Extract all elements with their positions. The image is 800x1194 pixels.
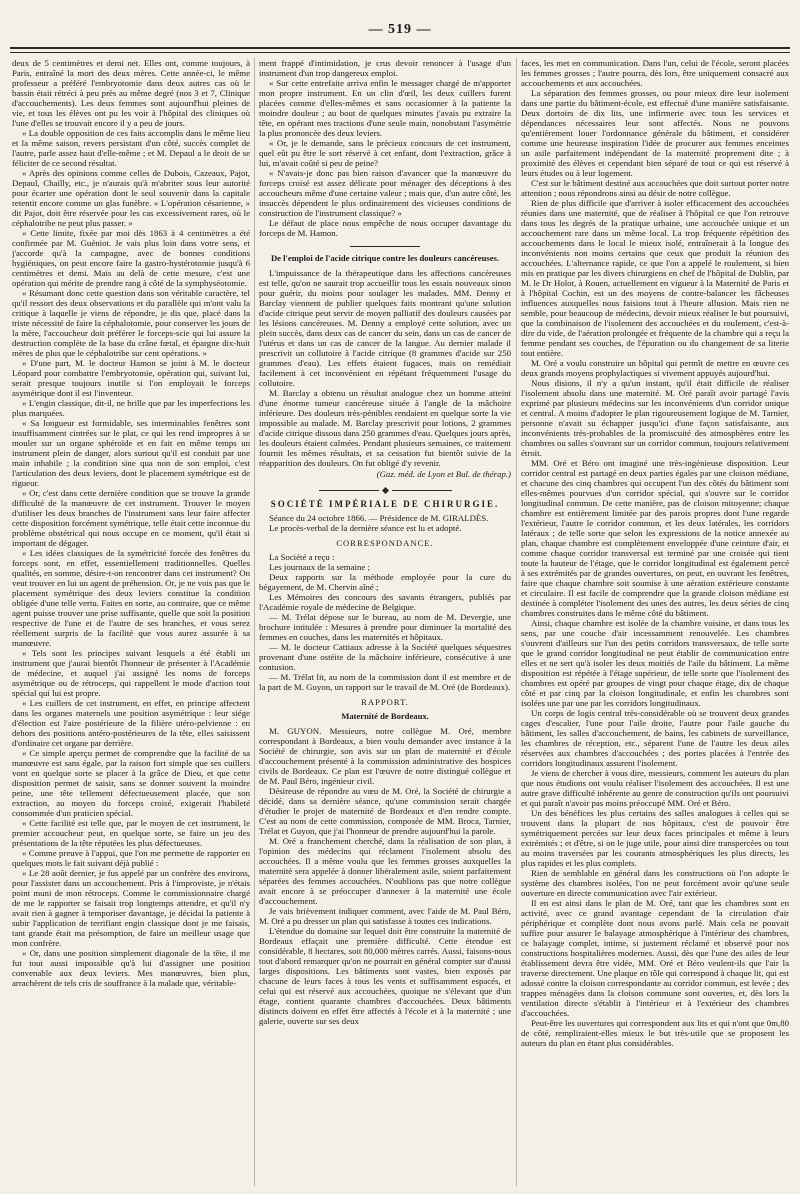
paragraph: « D'une part, M. le docteur Hamon se joint à M. le docteur Léopard pour combattre l'embryotomie, opération qui, suivant lui, serait presque toujours inutile si l'on employait le forceps asymétrique dont il est l'inventeur. <box>12 358 250 398</box>
paragraph-continued: faces, les met en communication. Dans l'un, celui de l'école, seront placées les femmes grosses ; l'autre pourra, dès lors, être uniquement consacré aux accouchements et aux accouchées. <box>521 58 789 88</box>
paragraph: « Le 28 août dernier, je fus appelé par un confrère des environs, pour l'assister dans un accouchement. Pris à l'improviste, je n'étais point muni de mon rétroceps. Comme le commissionnaire chargé de me le rapporter se faisait trop longtemps attendre, et qu'il n'y avait rien à gagner à temporiser davantage, je décidai la patiente à subir l'application de terrifiant engin classique dont je me faisais, tant grande était ma présomption, de faire un meilleur usage que mon confrère. <box>12 868 250 948</box>
column-1 <box>12 58 250 1186</box>
page-number: — 519 — <box>368 22 432 37</box>
paragraph: « Or, c'est dans cette dernière condition que se trouve la grande difficulté de la manœuvre de cet instrument. Trouver le moyen d'utiliser les deux branches de l'instrument sans leur faire affecter cette disposition forcément symétrique, telle était cette inconnue du problème obstétrical qui nous occupe en ce moment, qu'il était si important de dégager. <box>12 488 250 548</box>
paragraph: Un corps de logis central très-considérable où se trouvent deux grandes cages d'escalier, l'une pour l'aile droite, l'autre pour l'aile gauche du bâtiment, les salles d'accouchement, de bains, les cabinets de surveillance, les chambres de réception, etc., séparent l'une de l'autre les deux ailes réservées aux chambres d'accouchées ; des portes placées à l'entrée des corridors longitudinaux assurent l'isolement. <box>521 708 789 768</box>
column-3 <box>521 58 789 1186</box>
list-line: Deux rapports sur la méthode employée pour la cure du bégayement, de M. Chervin aîné ; <box>259 572 511 592</box>
section-title: De l'emploi de l'acide citrique contre les douleurs cancéreuses. <box>270 253 500 263</box>
paragraph: « Les idées classiques de la symétricité forcée des fenêtres du forceps sont, en effet, essentiellement traditionnelles. Quelles qualités, en somme, désire-t-on rencontrer dans cet instrument? On veut trouver en lui un agent de préhension. Or, je ne vois pas que le placement symétrique des deux leviers constitue la condition obligée d'une telle vertu. Faites en sorte, au contraire, que ce même agent puisse trouver une prise suffisante, quelle que soit la position respective de l'une et de l'autre de ses branches, et vous serez réellement surpris de la facilité que vous aurez assurée à sa manœuvre. <box>12 548 250 648</box>
paragraph: MM. Oré et Béro ont imaginé une très-ingénieuse disposition. Leur corridor central est partagé en deux parties égales par une cloison médiane, et chacune des cinq chambres qui occupent l'un des côtés du bâtiment sont elles-mêmes pourvues d'un corridor spécial, qui s'ouvre sur le corridor longitudinal commun. De cette manière, pas de cloison mitoyenne; chaque chambre est entièrement limitée par des parois propres dont l'une regarde l'extérieur, l'autre le corridor commun, et les deux latérales, les corridors latéraux ; de telle sorte que selon les expressions de la notice annexée au plan, chaque chambre est complètement enveloppée d'une ceinture d'air, et comme chaque corridor transversal est terminé par une croisée qui tient toute la hauteur de l'étage, que le corridor longitudinal est également percé à ses extrémités par de grandes ouvertures, on peut, en ouvrant les fenêtres, faire que chaque chambre soit soumise à une aération extérieure constante et circulaire. Il est facile de comprendre que la grande cloison médiane est destinée à compléter l'isolement des unes des autres, les deux séries de cinq chambres construites dans le même côté du bâtiment. <box>521 458 789 618</box>
paragraph: Peut-être les ouvertures qui correspondent aux lits et qui n'ont que 0m,80 de côté, rempliraient-elles mieux le but très-utile que se proposent les auteurs du plan en étant plus considérables. <box>521 1018 789 1048</box>
paragraph: « Résumant donc cette question dans son véritable caractère, tel qu'il ressort des deux observations et du parallèle qui m'ont valu la critique à laquelle je viens de répondre, je dis que, placé dans la triste nécessité de faire la céphalotomie, pour conserver les jours de la mère, l'accoucheur doit préférer le forceps-scie qui lui assure la destruction complète de la base du crâne fœtal, et épargne dix-huit mères de plus que le céphalotribe sur cent opérations. » <box>12 288 250 358</box>
paragraph: « Comme preuve à l'appui, que l'on me permette de rapporter en quelques mots le fait suivant déjà publié : <box>12 848 250 868</box>
paragraph: « Les cuillers de cet instrument, en effet, en principe affectent dans les organes maternels une position asymétrique : leur siége d'élection est l'aire postérieure de la filière utéro-pelvienne : en dehors des positions antéro-postérieures de la tête, elles saisissent d'ordinaire cet organe par derrière. <box>12 698 250 748</box>
list-line: La Société a reçu : <box>269 552 335 562</box>
section-separator <box>350 246 420 247</box>
paragraph: La séparation des femmes grosses, ou pour mieux dire leur isolement dans une partie du bâtiment-école, est effectué d'une manière satisfaisante. Deux dortoirs de dix lits, une infirmerie avec tous les services et dépendances nécessaires leur sont affectés. Nous ne pouvons qu'entièrement louer l'ordonnance générale du bâtiment, et considérer comme une heureuse inspiration l'idée de procurer aux femmes enceintes un asile parfaitement indépendant de la maternité proprement dite ; à proximité des élèves et cependant bien séparé de tout ce qui est réservé à leurs études ou à leur logement. <box>521 88 789 178</box>
column-divider <box>254 58 255 1186</box>
paragraph: Séance du 24 octobre 1866. — Présidence de M. GIRALDÈS. <box>269 513 489 523</box>
paragraph: « L'engin classique, dit-il, ne brille que par les imperfections les plus marquées. <box>12 398 250 418</box>
header-rule-thin <box>10 52 790 53</box>
paragraph: M. Oré a voulu construire un hôpital qui permît de mettre en œuvre ces deux grands moyens prophylactiques si vivement appuyés aujourd'hui. <box>521 358 789 378</box>
list-line: — M. Trélat lit, au nom de la commission dont il est membre et de la part de M. Guyon, un rapport sur le travail de M. Oré (de Bordeaux). <box>259 672 511 692</box>
paragraph: C'est sur le bâtiment destiné aux accouchées que doit surtout porter notre attention ; nous répondrons ainsi au désir de notre collègue. <box>521 178 789 198</box>
source-citation: (Gaz. méd. de Lyon et Bul. de thérap.) <box>376 469 511 479</box>
paragraph: « La double opposition de ces faits accomplis dans le même lieu et la même saison, revers persistant d'un côté, succès complet de l'autre, parle assez haut d'elle-même ; et M. Depaul a le droit de se féliciter de ce second résultat. <box>12 128 250 168</box>
list-line: — M. le docteur Cattiaux adresse à la Société quelques séquestres provenant d'une ostéite de la mâchoire inférieure, consécutive à une contusion. <box>259 642 511 672</box>
paragraph: « Or, je le demande, sans le précieux concours de cet instrument, quel eût pu être le sort réservé à cet enfant, dont l'extraction, grâce à lui, m'avait coûté si peu de peine? <box>259 138 511 168</box>
paragraph: Je viens de chercher à vous dire, messieurs, comment les auteurs du plan que nous étudions ont voulu réaliser l'isolement des accouchées. Il est une autre grave difficulté inhérente au genre de construction qu'ils ont poursuivi et qui paraît n'avoir pas moins préoccupé MM. Oré et Béro. <box>521 768 789 808</box>
ornament-separator <box>259 488 511 493</box>
paragraph: « Après des opinions comme celles de Dubois, Cazeaux, Pajot, Depaul, Chailly, etc., je n'aurais qu'à m'abriter sous leur autorité pour écarter une opération dont le seul souvenir dans la capitale retentit encore comme un glas funèbre. « L'opération césarienne, » dit Pajot, doit être réservée pour les cas excessivement rares, où le céphalotribe ne peut plus passer. » <box>12 168 250 228</box>
paragraph: M. Barclay a obtenu un résultat analogue chez un homme atteint d'une énorme tumeur cancéreuse située à l'angle de la mâchoire inférieure. Des douleurs très-pénibles rendaient en quelque sorte la vie impossible au malade. M. Barclay prescrivit pour lotions, 2 grammes d'acide citrique dissous dans 250 grammes d'eau. Quelques jours après, les douleurs étaient calmées. Pendant plusieurs semaines, ce traitement fournit les mêmes résultats, et sa cessation fut bientôt suivie de la réapparition des douleurs. On fut obligé d'y revenir. <box>259 388 511 468</box>
paragraph: « Sur cette entrefaite arriva enfin le messager chargé de m'apporter mon propre instrument. En un clin d'œil, les deux cuillers furent placées comme d'elles-mêmes et sans occasionner à la patiente la moindre douleur ; au bout de quelques minutes j'avais pu extraire la tête, en opérant mes tractions d'une seule main, nonobstant l'asymétrie la plus prononcée des deux leviers. <box>259 78 511 138</box>
paragraph: « Cette facilité est telle que, par le moyen de cet instrument, le premier accoucheur peut, en quelque sorte, se faire un jeu des présentations de la tête réputées les plus défectueuses. <box>12 818 250 848</box>
paragraph: M. GUYON. Messieurs, notre collègue M. Oré, membre correspondant à Bordeaux, a bien voulu demander avec instance à la Société de chirurgie, son avis sur un plan de maternité et d'école d'accouchement présenté à la commission administrative des hospices civils de Bordeaux. Ce plan est l'œuvre de notre distingué collègue et de M. Paul Béro, ingénieur civil. <box>259 726 511 786</box>
section-title: Maternité de Bordeaux. <box>341 711 429 721</box>
paragraph: « Tels sont les principes suivant lesquels a été établi un instrument que j'aurai bientôt l'honneur de présenter à l'Académie de médecine, et auquel j'ai assigné les noms de forceps asymétrique ou de rétroceps, qui rappellent le mode d'action tout spécial qui lui est propre. <box>12 648 250 698</box>
ornament-line <box>319 490 379 491</box>
paragraph: Il en est ainsi dans le plan de M. Oré, tant que les chambres sont en activité, avec ce grand avantage cependant de la circulation d'air périphérique et complète dont nous avons parlé. Mais cela ne pouvait suffire pour assurer le balayage atmosphérique à l'intérieur des chambres, ce balayage complet, intime, si justement réclamé et observé pour nos constructions hospitalières modernes. Aussi, dès que l'une des ailes de leur établissement devra être vidée, MM. Oré et Béro veulent-ils que l'air la traverse directement. Une plaque en tôle qui correspond à chaque lit, qui est adossé contre la cloison correspondante au corridor commun, est levée ; des trappes ménagées dans la cloison commune sont ouvertes, et, dès lors la ventilation directe s'établit à l'intérieur et à l'extérieur des chambres d'accouchées. <box>521 898 789 1018</box>
subsection-heading: CORRESPONDANCE. <box>336 538 434 548</box>
list-line: Les Mémoires des concours des savants étrangers, publiés par l'Académie royale de médecine de Belgique. <box>259 592 511 612</box>
diamond-ornament-icon <box>381 487 388 494</box>
paragraph: « Sa longueur est formidable, ses interminables fenêtres sont insuffisamment cintrées sur le plat, ce qui les rend impropres à se mouler sur un organe sphéroïde et en fait en même temps un instrument plein de danger, alors surtout qu'il est conduit par une main inhabile ; la condition sine qua non de son emploi, c'est l'articulation des deux leviers, dont le placement symétrique est de rigueur. <box>12 418 250 488</box>
paragraph: Désireuse de répondre au vœu de M. Oré, la Société de chirurgie a décidé, dans sa dernière séance, qu'une commission serait chargée d'étudier le projet de maternité de Bordeaux et d'en rendre compte. C'est au nom de cette commission, composée de MM. Broca, Tarnier, Trélat et Guyon, que j'ai l'honneur de prendre aujourd'hui la parole. <box>259 786 511 836</box>
subsection-heading: RAPPORT. <box>361 697 409 707</box>
list-line: Les journaux de la semaine ; <box>269 562 370 572</box>
paragraph: « N'avais-je donc pas bien raison d'avancer que la manœuvre du forceps croisé est assez délicate pour ménager des déceptions à des accoucheurs même d'une certaine valeur ; mais que, d'un autre côté, les insuccès dépendent le plus ordinairement des vicieuses conditions de construction de l'instrument classique? » <box>259 168 511 218</box>
column-2 <box>259 58 511 1186</box>
paragraph: Le procès-verbal de la dernière séance est lu et adopté. <box>269 523 462 533</box>
paragraph: Un des bénéfices les plus certains des salles analogues à celles qui se trouvent dans la plupart de nos hôpitaux, c'est de pouvoir être symétriquement percées sur leur deux faces principales et même à leurs extrémités ; et d'être, si on le juge utile, pour ainsi dire transpercées ou tout au moins traversées par les courants atmosphériques les plus directs, les plus rapides et les plus complets. <box>521 808 789 868</box>
paragraph: L'étendue du domaine sur lequel doit être construite la maternité de Bordeaux effaçait une première difficulté. Cette étendue est considérable, 8 hectares, soit 80,000 mètres carrés. Aussi, faisons-nous tout d'abord remarquer qu'on ne pourrait en général compter sur d'aussi larges dispositions. Les bâtiments sont vastes, bien exposés par chacune de leurs faces à tous les vents et suffisamment espacés, et celui qui est réservé aux accouchées, quoique ne s'élevant que d'un étage, contient quarante chambres d'accouchées. Deux bâtiments distincts doivent en effet être affectés à l'école et à la maternité ; une galerie, ouverte sur ses deux <box>259 926 511 1026</box>
header-rule-thick <box>10 47 790 49</box>
paragraph: « Ce simple aperçu permet de comprendre que la facilité de sa manœuvre est sans égale, par la raison fort simple que ses cuillers vont en quelque sorte se placer à la grâce de Dieu, et que cette disposition permet de saisir, sans se donner souvent la moindre peine, une tête tellement défectueusement placée, que son extraction, au moyen du forceps croisé, exigerait l'habileté consommée d'un praticien spécial. <box>12 748 250 818</box>
paragraph: « Or, dans une position simplement diagonale de la tête, il me fut tout aussi impossible qu'à lui d'assigner une position convenable aux deux leviers. Mes manœuvres, bien plus, arrachèrent de tels cris de souffrance à la malade que, véritable- <box>12 948 250 988</box>
paragraph: M. Oré a franchement cherché, dans la réalisation de son plan, à l'opinion des médecins qui réclament l'isolement absolu des accouchées. Il a même voulu que les femmes grosses auxquelles la maternité sera appelée à donner libéralement asile, soient parfaitement séparées des femmes accouchées. N'oublions pas que notre collègue avait encore à se préoccuper d'annexer à la maternité une école d'accouchement. <box>259 836 511 906</box>
paragraph: Nous disions, il n'y a qu'un instant, qu'il était difficile de réaliser l'isolement absolu dans une maternité. M. Oré paraît avoir partagé l'avis exprimé par plusieurs médecins sur les inconvénients d'un corridor unique et central. A moins d'adopter le plan rigoureusement logique de M. Tarnier, personne n'avait su échapper jusqu'ici d'une façon satisfaisante, aux inconvénients très-probables de la promiscuité des atmosphères entre les chambres ou salles s'ouvrant sur un corridor commun, toujours relativement étroit. <box>521 378 789 458</box>
society-heading: SOCIÉTÉ IMPÉRIALE DE CHIRURGIE. <box>270 499 500 509</box>
column-divider <box>516 58 517 1186</box>
paragraph-continued: ment frappé d'intimidation, je crus devoir renoncer à l'usage d'un instrument d'un trop dangereux emploi. <box>259 58 511 78</box>
paragraph-continued: deux de 5 centimètres et demi net. Elles ont, comme toujours, à Paris, entraîné la mort des deux mères. Cette année-ci, le même professeur a préféré l'embryotomie dans deux autres cas où le bassin était rétréci à peu près au même degré (nos 3 et 7, Clinique d'accouchements). Les deux femmes sont aujourd'hui pleines de vie, et tous les élèves ont pu les voir à l'hôpital des cliniques où l'une d'elles se trouvait encore il y a peu de jours. <box>12 58 250 128</box>
paragraph: Le défaut de place nous empêche de nous occuper davantage du forceps de M. Hamon. <box>259 218 511 238</box>
ornament-line <box>392 490 452 491</box>
list-line: — M. Trélat dépose sur le bureau, au nom de M. Devergie, une brochure intitulée : Mesures à prendre pour diminuer la mortalité des femmes en couches, dans les maternités et hôpitaux. <box>259 612 511 642</box>
paragraph: Rien de plus difficile que d'arriver à isoler efficacement des accouchées réunies dans une maternité, que de réaliser à l'hôpital ce que l'on retrouve dans tous les degrés de la pratique urbaine, une accouchée unique et un accouchement rare dans un même local. La trop fréquente répétition des accouchements dans le local le mieux isolé, entraînerait à la longue des inconvénients non moins certains que ceux que produit la réunion des accouchées. L'alternance rapide, ce que l'on a appelé le roulement, si bien mis en pratique par les divers chirurgiens en chef de l'hôpital de Dublin, par M. le Dr Holot, à Rouen, actuellement en vigueur à la Maternité de Paris et à l'hôpital Cochin, est un des moyens de contre-balancer les fâcheuses influences auxquelles nous faisions tout à l'heure allusion. Mais rien ne semble, pour beaucoup de médecins, devoir mieux réaliser le but poursuivi, que la combinaison de l'isolement des accouchées et du roulement, c'est-à-dire du vide, de l'aération prolongée et fréquente de la chambre qui a reçu la femme pendant ses couches, de l'épuration ou du changement de sa literie tout entière. <box>521 198 789 358</box>
paragraph: Je vais brièvement indiquer comment, avec l'aide de M. Paul Béro, M. Oré a pu dresser un plan qui satisfasse à toutes ces indications. <box>259 906 511 926</box>
paragraph: Ainsi, chaque chambre est isolée de la chambre voisine, et dans tous les sens, par une couche d'air incessamment renouvelée. Les chambres s'ouvrent d'ailleurs sur l'un des petits corridors transversaux, de telle sorte que le grand corridor longitudinal ne peut établir de communication entre elles et ne sert qu'à isoler les deux moitiés de l'aile du bâtiment. La même disposition est répétée à l'étage supérieur, de telle sorte que l'isolement des chambres est opéré par groupes de vingt pour chaque étage, dix de chaque côté et par cinq par la cloison longitudinale, et enfin les chambres sont isolées une par une par les corridors longitudinaux. <box>521 618 789 708</box>
paragraph: « Cette limite, fixée par moi dès 1863 à 4 centimètres a été confirmée par M. Guéniot. Je vais plus loin dans votre sens, et j'accorde qu'à la campagne, avec de bonnes conditions hygiéniques, on peut encore faire la gastro-hystérotomie jusqu'à 6 centimètres et demi. Mais au delà de cette mesure, c'est une opération qui mérite de prendre rang à côté de la symphyséotomie. <box>12 228 250 288</box>
paragraph: L'impuissance de la thérapeutique dans les affections cancéreuses est telle, qu'on ne saurait trop accueillir tous les essais nouveaux sinon pour guérir, du moins pour soulager les malades. MM. Denny et Barclay viennent de publier quelques faits montrant qu'une solution d'acide citrique peut servir de moyen palliatif des douleurs causées par les lésions cancéreuses. M. Denny a employé cette solution, avec un plein succès, dans deux cas de cancer du sein, dans un cas de cancer de l'utérus et dans un cas de cancer de la langue. Au dernier malade il prescrivit un collutoire à l'acide citrique (8 grammes d'acide sur 250 grammes d'eau). Les effets étaient fugaces, mais on remédiait facilement à cet inconvénient en répétant fréquemment l'usage du collutoire. <box>259 268 511 388</box>
paragraph: Rien de semblable en général dans les constructions où l'on adopte le système des chambres isolées, l'on ne peut forcément avoir qu'une seule ouverture en directe communication avec l'air extérieur. <box>521 868 789 898</box>
